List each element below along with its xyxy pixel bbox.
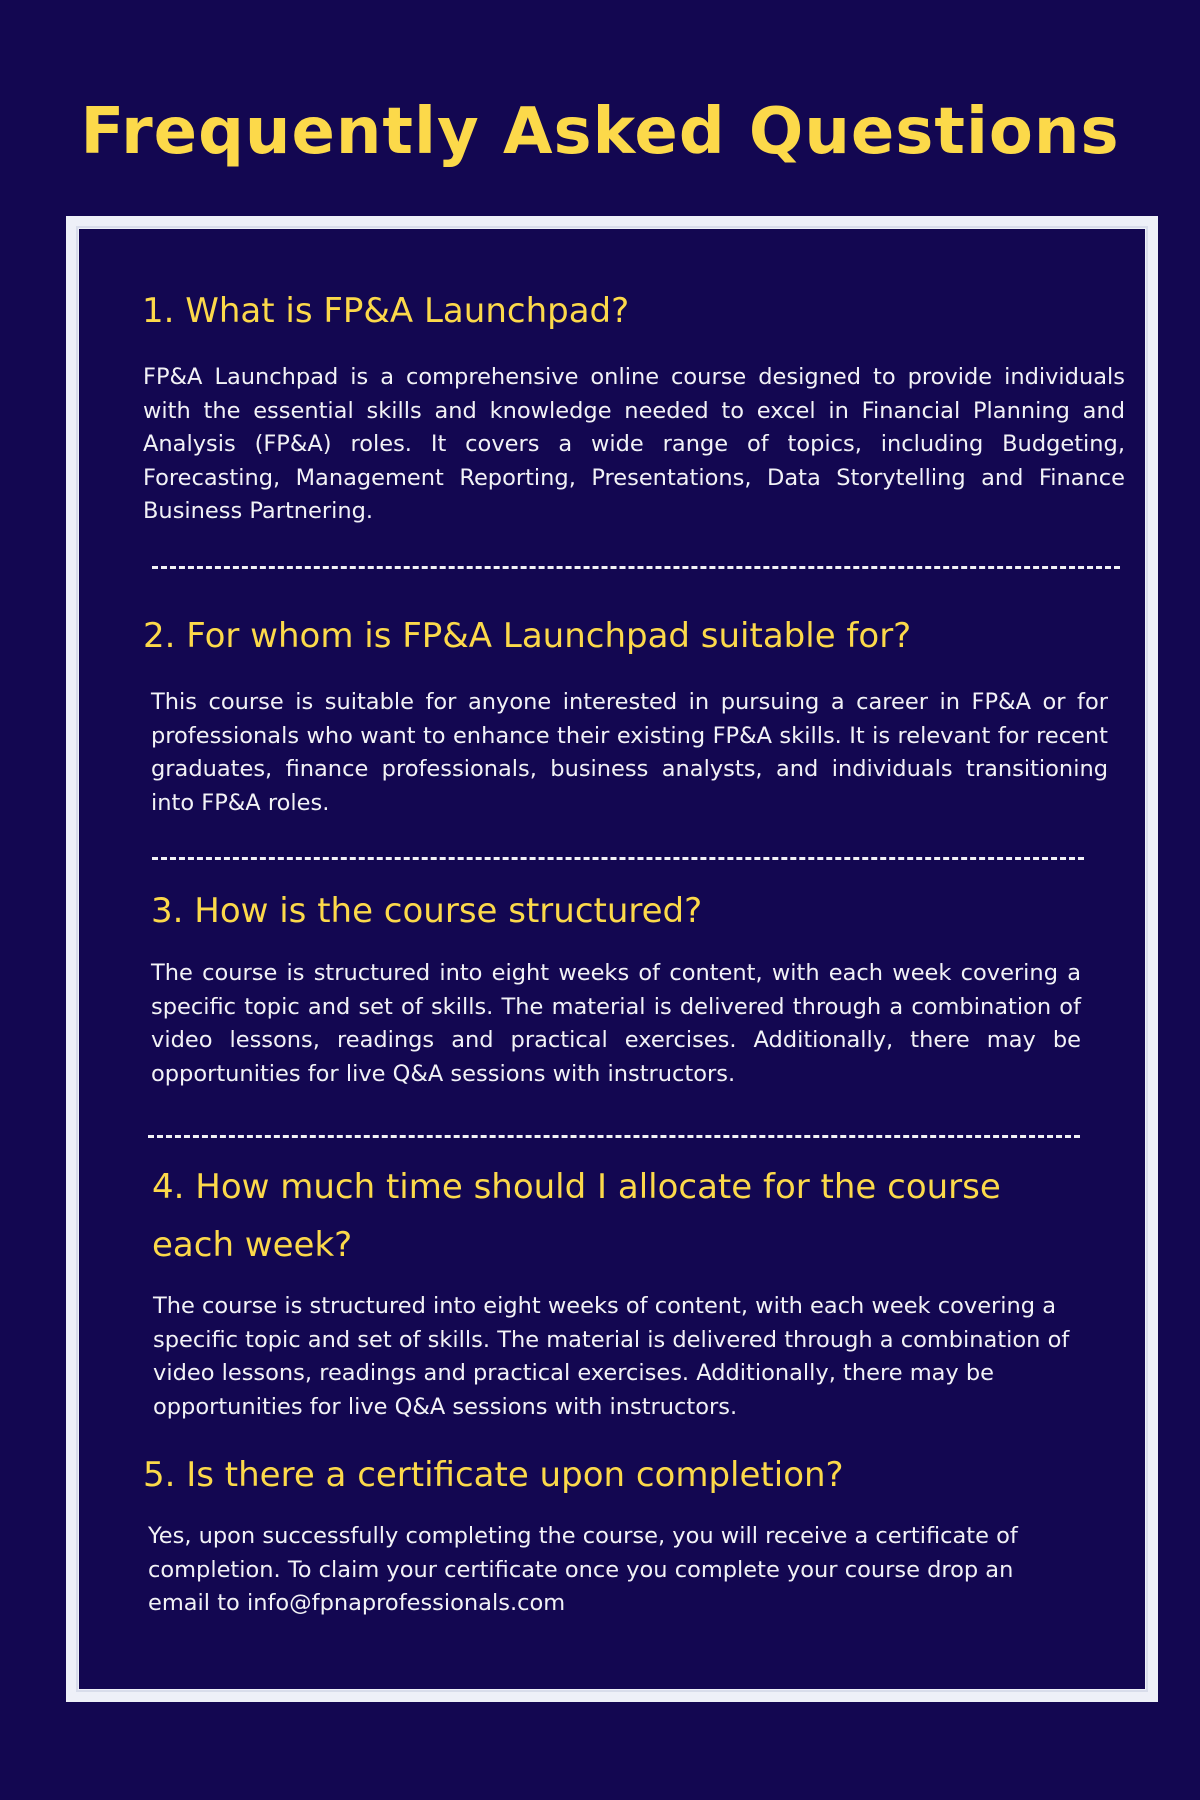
faq-answer-1: FP&A Launchpad is a comprehensive online course designed to provide individuals with the essential skills and knowledge needed to excel in Financial Planning and Analysis (FP&A) roles. It covers a wide range of topics, including Budgeting, Forecasting, Management Reporting, Presentations, Data Storytelling and Finance Business Partnering.: [143, 364, 1125, 524]
faq-question-3: 3. How is the course structured?: [151, 891, 703, 931]
faq-question-4: 4. How much time should I allocate for the course each week?: [152, 1167, 1001, 1265]
faq-divider-3: [148, 1135, 1080, 1138]
faq-answer-5: Yes, upon successfully completing the course, you will receive a certificate of completion. To claim your certificate once you complete your course drop an email to info@fpnaprofessionals.com: [148, 1523, 1018, 1616]
faq-question-1: 1. What is FP&A Launchpad?: [142, 291, 630, 331]
faq-question-5: 5. Is there a certificate upon completion?: [143, 1455, 844, 1495]
faq-answer-4: The course is structured into eight weeks of content, with each week covering a specific topic and set of skills. The material is delivered through a combination of video lessons, readings and practical exercises. Additionally, there may be opportunities for live Q&A sessions with instructors.: [153, 1293, 1070, 1420]
faq-divider-2: [152, 857, 1084, 860]
faq-answer-3: The course is structured into eight weeks of content, with each week covering a specific topic and set of skills. The material is delivered through a combination of video lessons, readings and practical exercises. Additionally, there may be opportunities for live Q&A sessions with instructors.: [151, 960, 1081, 1087]
faq-question-2: 2. For whom is FP&A Launchpad suitable for?: [143, 616, 912, 656]
faq-divider-1: [152, 566, 1120, 569]
faq-answer-2: This course is suitable for anyone interested in pursuing a career in FP&A or for professionals who want to enhance their existing FP&A skills. It is relevant for recent graduates, finance professionals, business analysts, and individuals transitioning into FP&A roles.: [151, 689, 1108, 816]
page-title: Frequently Asked Questions: [80, 95, 1120, 169]
